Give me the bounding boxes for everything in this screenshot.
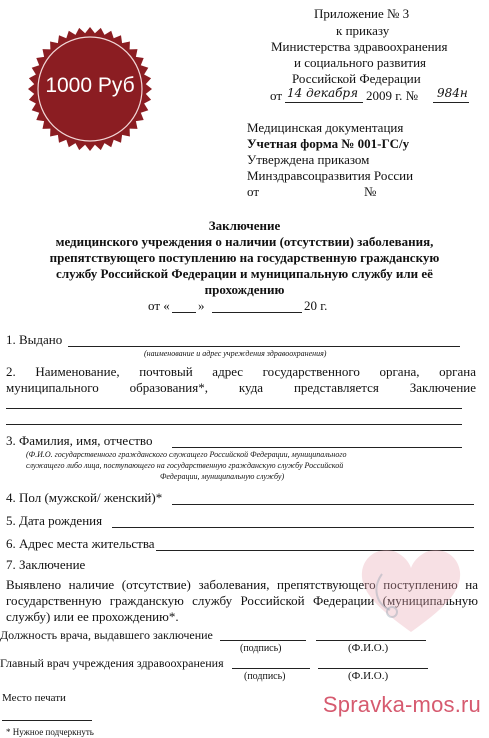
doctor-signature-hint: (подпись) [240,643,282,654]
annex-line-5: Российской Федерации [292,71,421,86]
field-4-label: 4. Пол (мужской/ женский)* [6,490,163,505]
conclusion-line-1: Выявлено наличие (отсутствие) заболевания, препятствующего поступлению на [6,577,478,592]
conclusion-line-2: государственную гражданскую службу Российской Федерации (муниципальную [6,593,478,608]
field-6-label: 6. Адрес места жительства [6,536,155,551]
title-date-year: 20 г. [304,298,328,313]
field-3-label: 3. Фамилия, имя, отчество [6,433,153,448]
watermark: Spravka-mos.ru [322,692,481,717]
med-doc-line-4: Минздравсоцразвития России [247,168,414,183]
field-2-line-2: муниципального образования*, куда представляется Заключение [6,380,476,395]
med-doc-form-number: Учетная форма № 001-ГС/у [247,136,410,151]
chief-fio-hint: (Ф.И.О.) [348,670,389,682]
med-doc-no: № [364,184,377,199]
field-3-hint-1: (Ф.И.О. государственного гражданского служащего Российской Федерации, муниципального [26,450,347,459]
annex-line-2: к приказу [336,23,390,38]
field-5-label: 5. Дата рождения [6,513,103,528]
field-1-label: 1. Выдано [6,332,63,347]
annex-line-1: Приложение № 3 [314,6,410,21]
price-badge [14,24,166,154]
med-doc-ot: от [247,184,260,199]
title-date-mid: » [198,298,205,313]
field-1-hint: (наименование и адрес учреждения здравоохранения) [144,349,327,358]
field-7-label: 7. Заключение [6,557,86,572]
annex-line-4: и социального развития [294,55,427,70]
annex-date-year: 2009 г. № [366,88,419,103]
heart-stethoscope-icon [352,540,470,640]
conclusion-line-3: службу) или ее прохождению*. [6,609,179,624]
med-doc-line-1: Медицинская документация [247,120,404,135]
doctor-position-input[interactable] [220,640,306,641]
title-line-4: службу Российской Федерации и муниципальную службу или её [56,266,433,281]
annex-number-handwritten: 984н [437,86,468,100]
field-3-hint-2: служащего либо лица, поступающего на государственную гражданскую службу Российской [26,461,344,470]
chief-signature-input[interactable] [232,668,310,669]
price-text: 1000 Руб [45,74,135,97]
chief-fio-input[interactable] [318,668,428,669]
stamp-place-label: Место печати [2,692,66,704]
field-3-input[interactable] [172,447,462,448]
title-date-ot: от « [148,298,170,313]
field-4-input[interactable] [172,504,474,505]
title-line-5: прохождению [204,282,285,297]
chief-doctor-label: Главный врач учреждения здравоохранения [0,656,224,670]
annex-date-handwritten: 14 декабря [287,86,359,100]
field-1-input[interactable] [68,346,460,347]
annex-line-3: Министерства здравоохранения [271,39,448,54]
field-3-hint-3: Федерации, муниципальную службу) [160,472,285,481]
med-doc-line-3: Утверждена приказом [247,152,370,167]
title-line-3: препятствующего поступлению на государственную гражданскую [49,250,440,265]
field-2-input-1[interactable] [6,408,462,409]
footnote: * Нужное подчеркнуть [6,727,94,737]
doctor-fio-hint: (Ф.И.О.) [348,642,389,654]
chief-signature-hint: (подпись) [244,671,286,682]
field-2-input-2[interactable] [6,424,462,425]
field-5-input[interactable] [112,527,474,528]
doctor-fio-input[interactable] [316,640,426,641]
doctor-position-label: Должность врача, выдавшего заключение [0,628,213,642]
document-title: Заключение [208,218,281,233]
annex-date-prefix: от [270,88,283,103]
title-line-2: медицинского учреждения о наличии (отсутствии) заболевания, [55,234,434,249]
field-2-line-1: 2. Наименование, почтовый адрес государственного органа, органа [6,364,476,379]
